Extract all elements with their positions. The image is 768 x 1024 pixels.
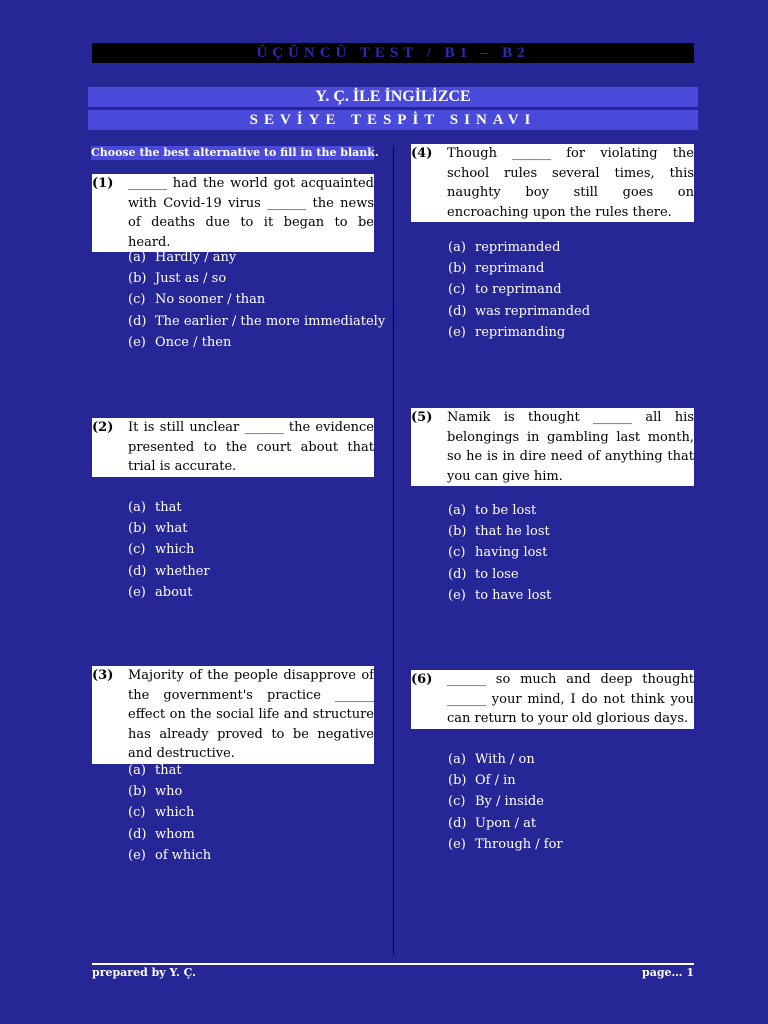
question-4-options bbox=[448, 237, 590, 343]
question-number: (4) bbox=[411, 146, 433, 161]
option-c[interactable]: (c) which bbox=[128, 542, 195, 558]
question-3 bbox=[92, 666, 374, 764]
question-text: Though ______ for violating the school rules several times, this naughty boy still goes on encroaching upon the rules there. bbox=[447, 146, 694, 220]
prepared-by: prepared by Y. Ç. bbox=[92, 966, 197, 979]
question-3-options bbox=[128, 760, 211, 866]
question-1-options bbox=[128, 247, 385, 353]
question-number: (5) bbox=[411, 410, 433, 425]
question-2-options bbox=[128, 497, 210, 603]
option-d[interactable]: (d) whom bbox=[128, 826, 195, 842]
option-a[interactable]: (a) Hardly / any bbox=[128, 250, 237, 265]
footer-divider bbox=[92, 963, 694, 965]
option-a[interactable]: (a) With / on bbox=[448, 752, 535, 767]
question-6-options bbox=[448, 749, 563, 855]
option-e[interactable]: (e) Through / for bbox=[448, 836, 563, 852]
author-title: Y. Ç. İLE İNGİLİZCE bbox=[88, 87, 698, 107]
instruction-text: Choose the best alternative to fill in the blank. bbox=[91, 146, 379, 159]
option-a[interactable]: (a) reprimanded bbox=[448, 240, 561, 255]
option-e[interactable]: (e) reprimanding bbox=[448, 324, 566, 340]
question-4 bbox=[411, 144, 694, 222]
option-d[interactable]: (d) The earlier / the more immediately bbox=[128, 313, 386, 329]
option-c[interactable]: (c) which bbox=[128, 805, 195, 821]
option-e[interactable]: (e) about bbox=[128, 584, 193, 600]
exam-title: SEVİYE TESPİT SINAVI bbox=[88, 110, 698, 130]
option-a[interactable]: (a) that bbox=[128, 500, 182, 515]
option-d[interactable]: (d) to lose bbox=[448, 566, 519, 582]
question-text: Namik is thought ______ all his belongings in gambling last month, so he is in dire need of anything that you can give him. bbox=[447, 410, 694, 484]
page-number: page… 1 bbox=[642, 966, 694, 979]
question-6 bbox=[411, 670, 694, 729]
option-b[interactable]: (b) Just as / so bbox=[128, 271, 227, 287]
test-title-bar: ÜÇÜNCÜ TEST / B1 – B2 bbox=[92, 43, 694, 63]
question-5 bbox=[411, 408, 694, 486]
option-e[interactable]: (e) to have lost bbox=[448, 587, 552, 603]
question-number: (6) bbox=[411, 672, 433, 687]
option-d[interactable]: (d) was reprimanded bbox=[448, 303, 591, 319]
question-number: (1) bbox=[92, 176, 114, 191]
option-a[interactable]: (a) that bbox=[128, 763, 182, 778]
option-d[interactable]: (d) whether bbox=[128, 563, 210, 579]
question-number: (2) bbox=[92, 420, 114, 435]
option-c[interactable]: (c) By / inside bbox=[448, 794, 544, 810]
column-divider bbox=[393, 146, 394, 955]
option-a[interactable]: (a) to be lost bbox=[448, 503, 537, 518]
question-text: It is still unclear ______ the evidence presented to the court about that trial is accurate. bbox=[128, 420, 374, 475]
question-text: ______ so much and deep thought ______ your mind, I do not think you can return to your old glorious days. bbox=[447, 672, 694, 727]
option-b[interactable]: (b) that he lost bbox=[448, 524, 550, 540]
option-b[interactable]: (b) Of / in bbox=[448, 773, 516, 789]
option-b[interactable]: (b) what bbox=[128, 521, 188, 537]
option-c[interactable]: (c) having lost bbox=[448, 545, 548, 561]
question-number: (3) bbox=[92, 668, 114, 683]
question-1 bbox=[92, 174, 374, 252]
option-e[interactable]: (e) Once / then bbox=[128, 334, 232, 350]
option-c[interactable]: (c) No sooner / than bbox=[128, 292, 266, 308]
question-2 bbox=[92, 418, 374, 477]
option-e[interactable]: (e) of which bbox=[128, 847, 212, 863]
question-text: ______ had the world got acquainted with Covid-19 virus ______ the news of deaths due to it began to be heard. bbox=[128, 176, 374, 250]
option-d[interactable]: (d) Upon / at bbox=[448, 815, 537, 831]
option-b[interactable]: (b) reprimand bbox=[448, 261, 545, 277]
question-5-options bbox=[448, 500, 551, 606]
option-b[interactable]: (b) who bbox=[128, 784, 183, 800]
question-text: Majority of the people disapprove of the government's practice ______ effect on the social life and structure has already proved to be negative and destructive. bbox=[128, 668, 374, 762]
option-c[interactable]: (c) to reprimand bbox=[448, 282, 562, 298]
